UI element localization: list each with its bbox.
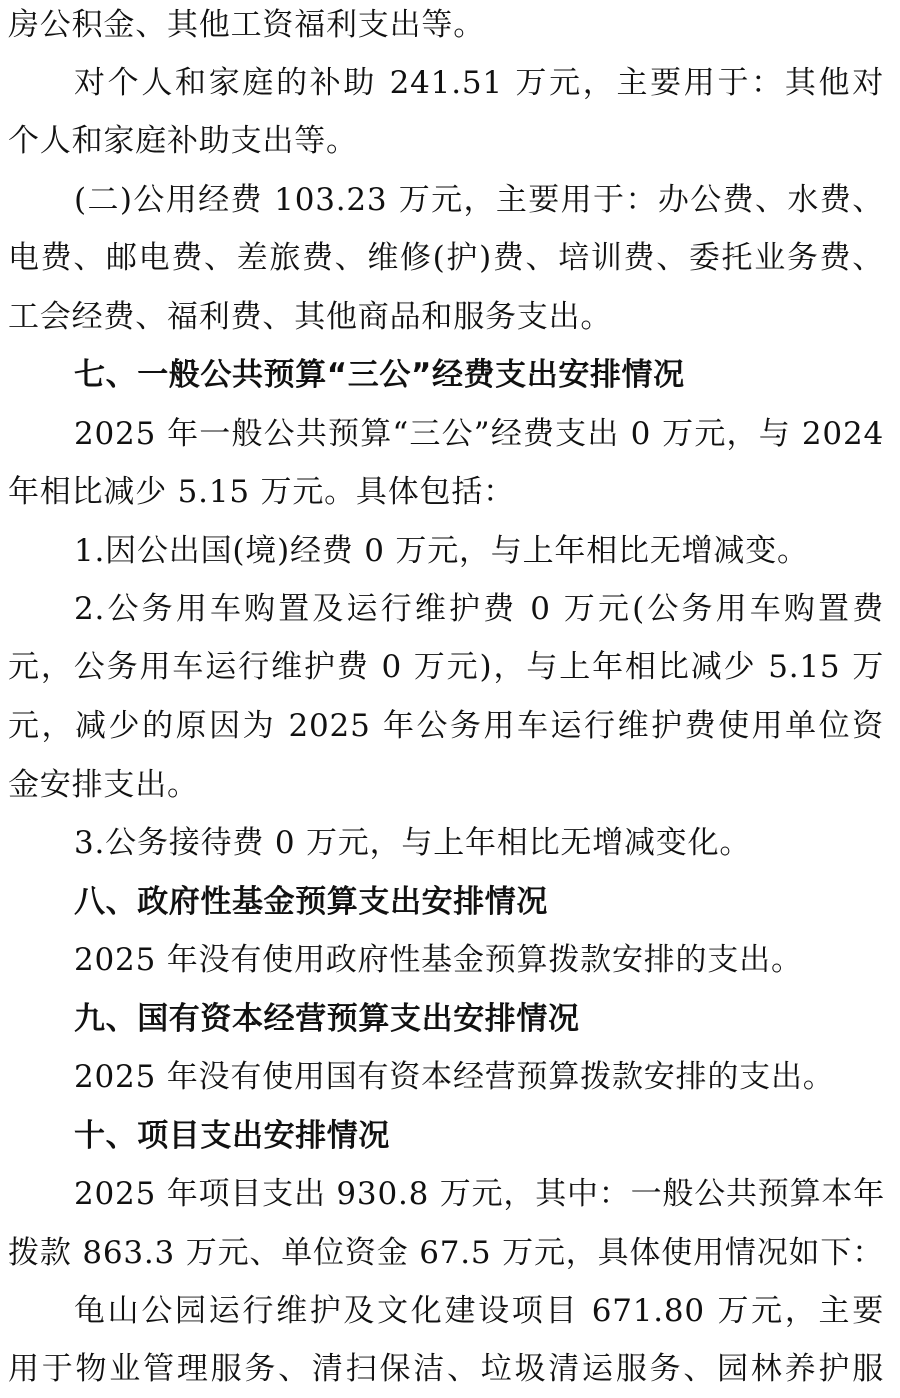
paragraph-line: 电费、邮电费、差旅费、维修(护)费、培训费、委托业务费、 — [8, 240, 884, 276]
section-heading-7: 七、一般公共预算“三公”经费支出安排情况 — [74, 357, 685, 393]
paragraph-line: 2025 年没有使用国有资本经营预算拨款安排的支出。 — [74, 1059, 835, 1095]
paragraph-line: 金安排支出。 — [8, 767, 199, 803]
section-heading-8: 八、政府性基金预算支出安排情况 — [74, 884, 548, 920]
paragraph-line: 龟山公园运行维护及文化建设项目 671.80 万元，主要 — [74, 1293, 884, 1329]
paragraph-line: 对个人和家庭的补助 241.51 万元，主要用于：其他对 — [74, 65, 884, 101]
list-item-line: 1.因公出国(境)经费 0 万元，与上年相比无增减变。 — [74, 533, 809, 569]
section-heading-9: 九、国有资本经营预算支出安排情况 — [74, 1001, 580, 1037]
paragraph-line: 2025 年项目支出 930.8 万元，其中：一般公共预算本年 — [74, 1176, 885, 1212]
list-item-line: 2.公务用车购置及运行维护费 0 万元(公务用车购置费 — [74, 591, 884, 627]
paragraph-line: 房公积金、其他工资福利支出等。 — [8, 7, 485, 43]
paragraph-line: 个人和家庭补助支出等。 — [8, 123, 358, 159]
paragraph-line: 用于物业管理服务、清扫保洁、垃圾清运服务、园林养护服 — [8, 1351, 884, 1387]
paragraph-line: 2025 年没有使用政府性基金预算拨款安排的支出。 — [74, 942, 803, 978]
paragraph-line: 拨款 863.3 万元、单位资金 67.5 万元，具体使用情况如下： — [8, 1235, 884, 1271]
paragraph-line: 工会经费、福利费、其他商品和服务支出。 — [8, 299, 613, 335]
list-item-line: 3.公务接待费 0 万元，与上年相比无增减变化。 — [74, 825, 752, 861]
paragraph-line: 元，减少的原因为 2025 年公务用车运行维护费使用单位资 — [8, 708, 884, 744]
paragraph-line: (二)公用经费 103.23 万元，主要用于：办公费、水费、 — [74, 182, 884, 218]
paragraph-line: 2025 年一般公共预算“三公”经费支出 0 万元，与 2024 — [74, 416, 884, 452]
paragraph-line: 年相比减少 5.15 万元。具体包括： — [8, 474, 515, 510]
paragraph-line: 元，公务用车运行维护费 0 万元)，与上年相比减少 5.15 万 — [8, 649, 884, 685]
section-heading-10: 十、项目支出安排情况 — [74, 1118, 390, 1154]
